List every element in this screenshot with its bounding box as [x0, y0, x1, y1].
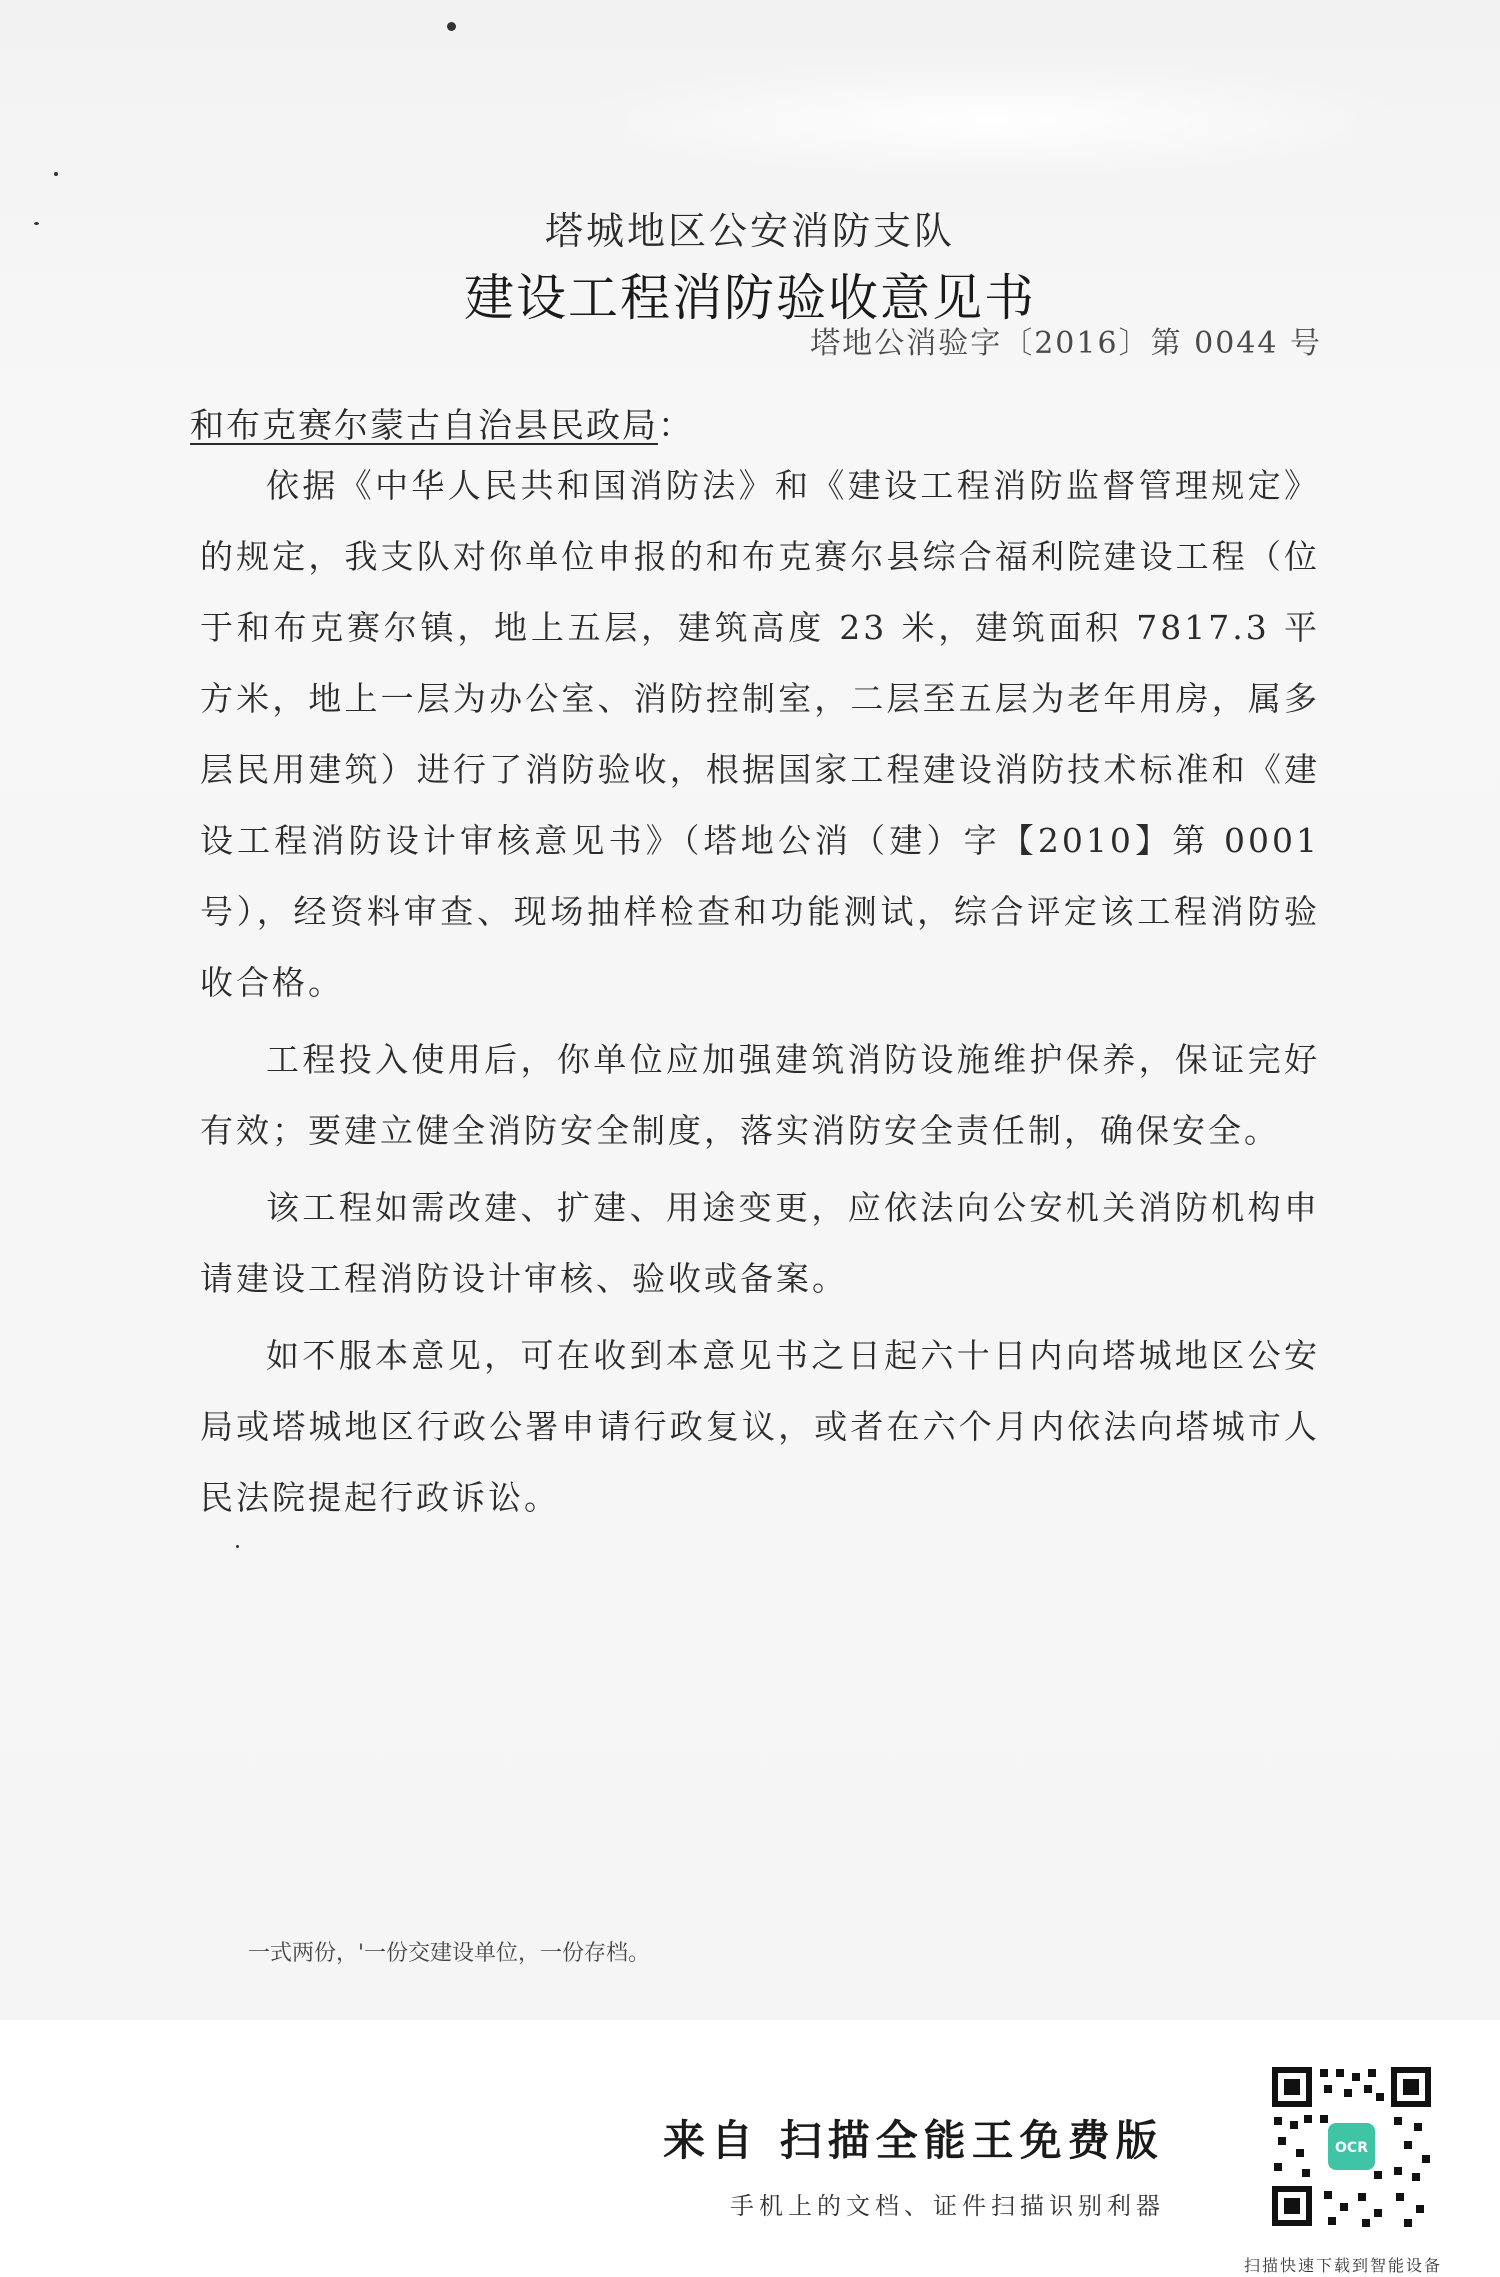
- document-title: 建设工程消防验收意见书: [464, 269, 1036, 327]
- body-paragraph: 该工程如需改建、扩建、用途变更，应依法向公安机关消防机构申请建设工程消防设计审核、验收或备案。: [200, 1188, 1320, 1298]
- scanner-app-label: 来自 扫描全能王免费版: [663, 2116, 1164, 2165]
- qr-caption: 扫描快速下载到智能设备: [1244, 2256, 1443, 2275]
- scan-speck: [236, 1545, 239, 1548]
- copies-note: 一式两份，'一份交建设单位，一份存档。: [248, 1941, 651, 1966]
- body-paragraph: 依据《中华人民共和国消防法》和《建设工程消防监督管理规定》的规定，我支队对你单位申报的和布克赛尔县综合福利院建设工程（位于和布克赛尔镇，地上五层，建筑高度 23 米，建筑面积 7817.3 平方米，地上一层为办公室、消防控制室，二层至五层为老年用房，属多层民用建筑）进行了消防验收，根据国家工程建设消防技术标准和《建设工程消防设计审核意见书》（塔地公消（建）字【2010】第 0001 号），经资料审查、现场抽样检查和功能测试，综合评定该工程消防验收合格。: [200, 466, 1320, 1002]
- addressee-name: 和布克赛尔蒙古自治县民政局: [190, 406, 658, 446]
- body-paragraph: 如不服本意见，可在收到本意见书之日起六十日内向塔城地区公安局或塔城地区行政公署申请行政复议，或者在六个月内依法向塔城市人民法院提起行政诉讼。: [200, 1336, 1320, 1517]
- scan-speck: [447, 22, 456, 31]
- qr-code-icon[interactable]: [1268, 2063, 1435, 2230]
- addressee-colon: ：: [658, 406, 694, 446]
- body-paragraph: 工程投入使用后，你单位应加强建筑消防设施维护保养，保证完好有效；要建立健全消防安全制度，落实消防安全责任制，确保安全。: [200, 1040, 1320, 1150]
- scan-speck: [54, 172, 58, 176]
- issuer-name: 塔城地区公安消防支队: [544, 209, 955, 253]
- addressee: [190, 398, 694, 447]
- scanner-app-tagline: 手机上的文档、证件扫描识别利器: [730, 2192, 1165, 2220]
- qr-logo-text: OCR: [1335, 2140, 1368, 2156]
- document-number: 塔地公消验字〔2016〕第 0044 号: [810, 326, 1322, 361]
- scan-glare: [560, 60, 1420, 180]
- document-body: [200, 450, 1320, 1539]
